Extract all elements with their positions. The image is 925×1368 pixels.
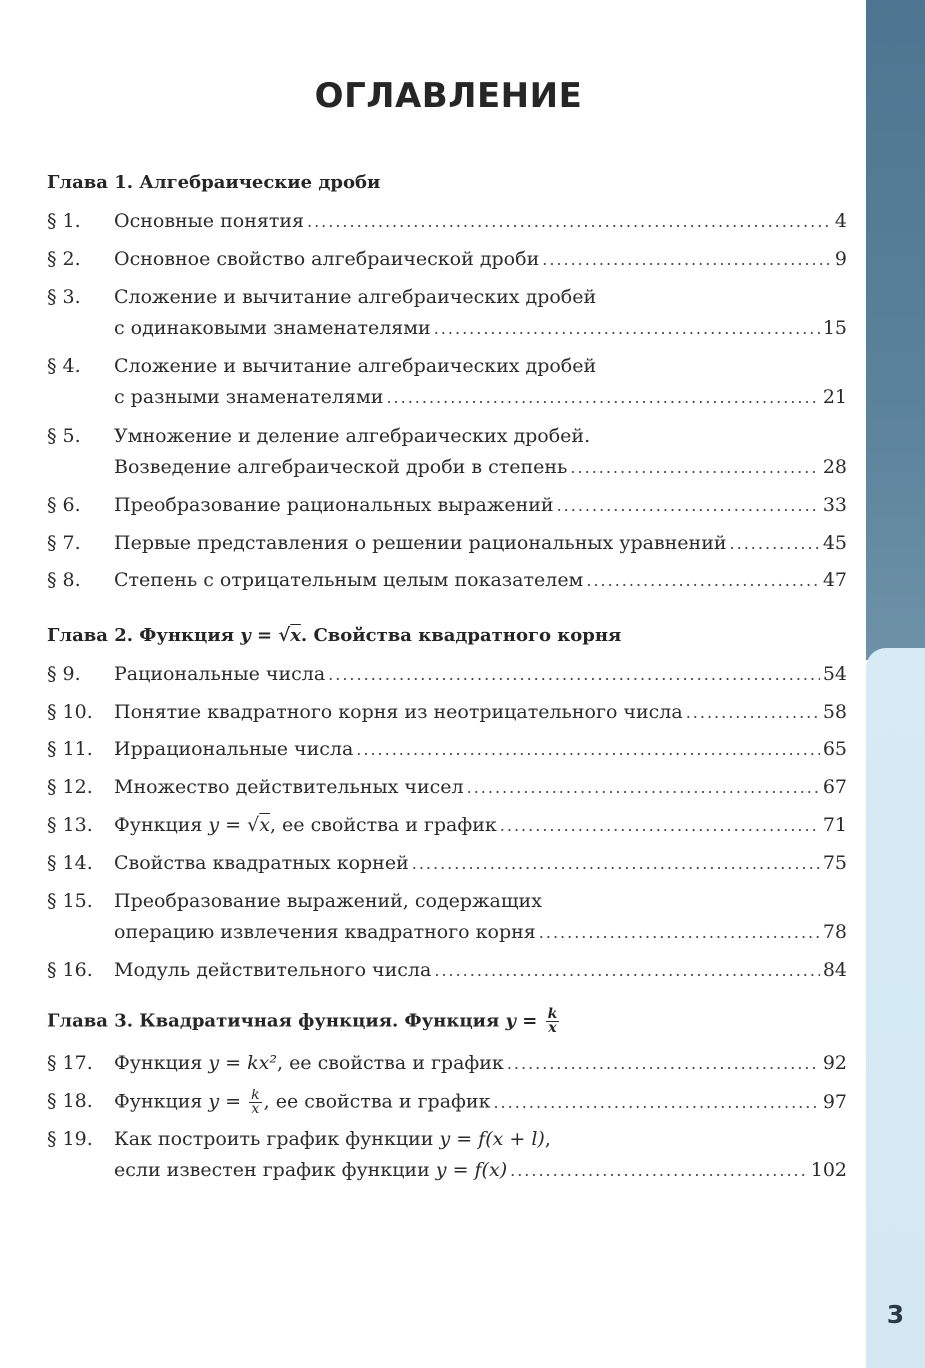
page-ref: 21: [822, 386, 847, 408]
page-ref: 4: [834, 210, 847, 232]
toc-entry[interactable]: [47, 662, 847, 686]
dot-leader: [328, 663, 820, 687]
section-title: Основные понятия: [114, 210, 304, 232]
section-number: § 8.: [47, 569, 81, 591]
toc-entry-line1[interactable]: [47, 889, 847, 913]
toc-entry[interactable]: [47, 1051, 847, 1075]
page-ref: 97: [822, 1090, 847, 1113]
section-title: Свойства квадратных корней: [114, 852, 409, 874]
section-title: Степень с отрицательным целым показателем: [114, 569, 584, 591]
dot-leader: [493, 1091, 819, 1115]
section-number: § 2.: [47, 248, 81, 270]
section-number: § 17.: [47, 1052, 93, 1074]
dot-leader: [730, 532, 820, 556]
toc-entry-line2[interactable]: [47, 920, 847, 944]
toc-entry[interactable]: [47, 700, 847, 724]
page-ref: 47: [822, 569, 847, 591]
section-title: Как построить график функции y = f(x + l),: [114, 1128, 551, 1150]
toc-entry-line1[interactable]: [47, 354, 847, 378]
section-title: Возведение алгебраической дроби в степень: [114, 456, 568, 478]
page-ref: 28: [822, 456, 847, 478]
toc-entry[interactable]: [47, 1089, 847, 1116]
section-number: § 12.: [47, 776, 93, 798]
section-title: Функция y = √x, ее свойства и график: [114, 814, 497, 836]
section-title: операцию извлечения квадратного корня: [114, 921, 536, 943]
toc-entry[interactable]: [47, 568, 847, 592]
page-ref: 15: [822, 317, 847, 339]
section-title: Умножение и деление алгебраических дробей.: [114, 425, 591, 447]
section-title: Преобразование рациональных выражений: [114, 494, 554, 516]
page-ref: 58: [822, 701, 847, 723]
page-ref: 67: [822, 776, 847, 798]
section-number: § 14.: [47, 852, 93, 874]
page-ref: 45: [822, 532, 847, 554]
toc-entry[interactable]: [47, 813, 847, 837]
toc-entry[interactable]: [47, 531, 847, 555]
toc-entry-line1[interactable]: [47, 1127, 847, 1151]
page-ref: 71: [822, 814, 847, 836]
dot-leader: [386, 386, 819, 410]
dot-leader: [542, 248, 832, 272]
toc-entry-line1[interactable]: [47, 285, 847, 309]
section-title: Функция y = $\frac{k}{x}$ , ее свойства и график: [114, 1089, 491, 1116]
toc-entry-line2[interactable]: [47, 385, 847, 409]
section-number: § 1.: [47, 210, 81, 232]
page-ref: 84: [822, 959, 847, 981]
toc-entry[interactable]: [47, 775, 847, 799]
toc-entry-line2[interactable]: [47, 316, 847, 340]
section-title: Модуль действительного числа: [114, 959, 432, 981]
dot-leader: [539, 921, 820, 945]
section-number: § 6.: [47, 494, 81, 516]
chapter-1-heading: Глава 1. Алгебраические дроби: [47, 172, 381, 193]
page-ref: 102: [810, 1159, 847, 1181]
section-number: § 9.: [47, 663, 81, 685]
toc-entry[interactable]: [47, 851, 847, 875]
dot-leader: [507, 1052, 820, 1076]
section-number: § 13.: [47, 814, 93, 836]
section-title: Сложение и вычитание алгебраических дробей: [114, 286, 597, 308]
dot-leader: [586, 569, 819, 593]
toc-entry[interactable]: [47, 958, 847, 982]
dot-leader: [557, 494, 820, 518]
section-number: § 3.: [47, 286, 81, 308]
page-ref: 65: [822, 738, 847, 760]
section-title: Функция y = kx², ее свойства и график: [114, 1052, 504, 1074]
chapter-3-heading: Глава 3. Квадратичная функция. Функция y = $\frac{k}{x}$: [47, 1006, 558, 1036]
section-title: Основное свойство алгебраической дроби: [114, 248, 540, 270]
section-title: Множество действительных чисел: [114, 776, 464, 798]
dot-leader: [412, 852, 820, 876]
section-number: § 18.: [47, 1090, 93, 1112]
fraction: $\frac{k}{x}$: [251, 1089, 260, 1116]
toc-entry[interactable]: [47, 209, 847, 233]
page-number: 3: [886, 1300, 905, 1329]
page-ref: 33: [822, 494, 847, 516]
toc-entry[interactable]: [47, 737, 847, 761]
dot-leader: [686, 701, 820, 725]
section-number: § 10.: [47, 701, 93, 723]
page-ref: 78: [822, 921, 847, 943]
section-title: с разными знаменателями: [114, 386, 384, 408]
page-ref: 54: [822, 663, 847, 685]
page-ref: 9: [834, 248, 847, 270]
toc-entry[interactable]: [47, 493, 847, 517]
section-title: Первые представления о решении рациональных уравнений: [114, 532, 727, 554]
fraction: $\frac{k}{x}$: [547, 1006, 558, 1036]
section-title: Сложение и вычитание алгебраических дробей: [114, 355, 597, 377]
dot-leader: [307, 210, 832, 234]
dot-leader: [500, 814, 820, 838]
toc-entry[interactable]: [47, 247, 847, 271]
page-title: ОГЛАВЛЕНИЕ: [314, 76, 583, 116]
section-number: § 7.: [47, 532, 81, 554]
side-tab-light: [866, 648, 925, 1368]
section-number: § 11.: [47, 738, 93, 760]
section-number: § 5.: [47, 425, 81, 447]
toc-entry-line2[interactable]: [47, 1158, 847, 1182]
section-title: с одинаковыми знаменателями: [114, 317, 431, 339]
dot-leader: [467, 776, 820, 800]
toc-entry-line2[interactable]: [47, 455, 847, 479]
dot-leader: [356, 738, 820, 762]
toc-entry-line1[interactable]: [47, 424, 847, 448]
section-title: Иррациональные числа: [114, 738, 354, 760]
page-ref: 92: [822, 1052, 847, 1074]
dot-leader: [570, 456, 819, 480]
section-number: § 15.: [47, 890, 93, 912]
section-number: § 16.: [47, 959, 93, 981]
section-title: Преобразование выражений, содержащих: [114, 890, 542, 912]
dot-leader: [434, 959, 819, 983]
section-number: § 19.: [47, 1128, 93, 1150]
section-title: если известен график функции y = f(x): [114, 1159, 508, 1181]
section-title: Понятие квадратного корня из неотрицательного числа: [114, 701, 683, 723]
section-number: § 4.: [47, 355, 81, 377]
section-title: Рациональные числа: [114, 663, 326, 685]
page-ref: 75: [822, 852, 847, 874]
dot-leader: [434, 317, 820, 341]
chapter-2-heading: Глава 2. Функция y = √x. Свойства квадратного корня: [47, 625, 622, 646]
dot-leader: [510, 1159, 808, 1183]
